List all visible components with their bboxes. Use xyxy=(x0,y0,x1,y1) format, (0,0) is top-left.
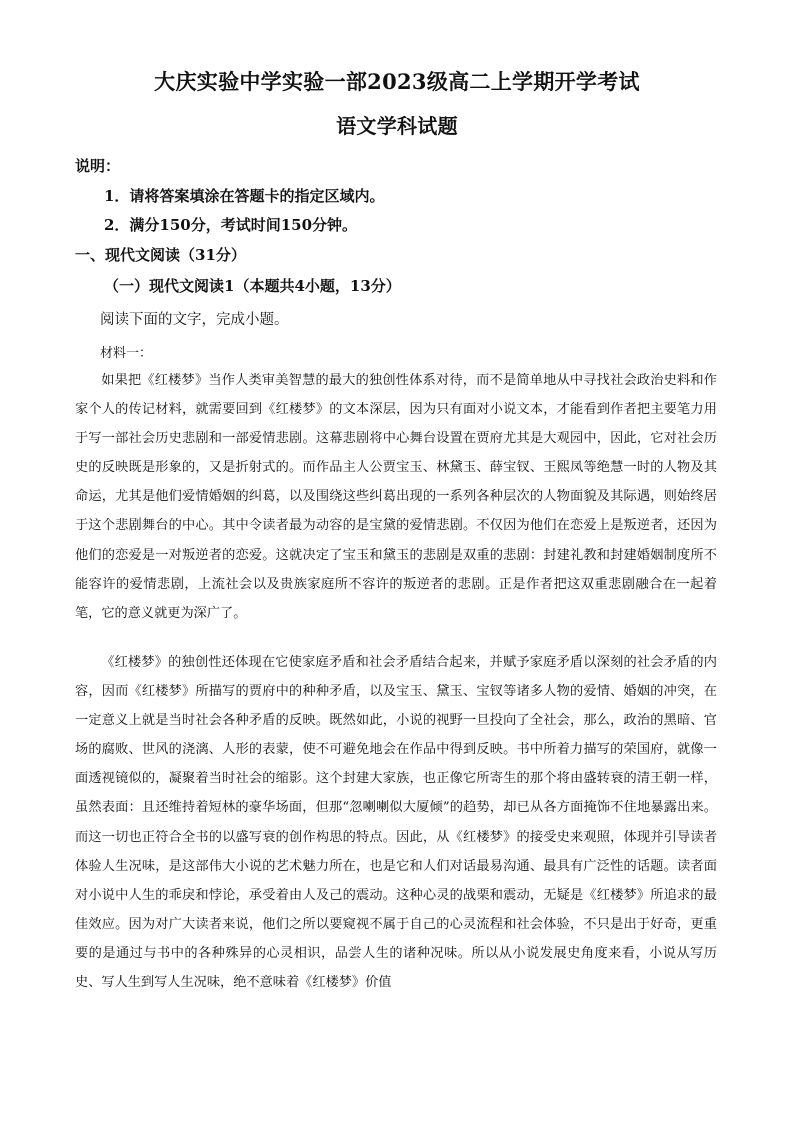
material-paragraph xyxy=(75,366,717,628)
section-heading: 一、现代文阅读（31分） xyxy=(75,246,246,264)
paragraph-text: 《红楼梦》的独创性还体现在它使家庭矛盾和社会矛盾结合起来，并赋予家庭矛盾以深刻的社会矛盾的内容，因而《红楼梦》所描写的贾府中的种种矛盾，以及宝玉、黛玉、宝钗等诸多人物的爱情、婚姻的冲突，在一定意义上就是当时社会各种矛盾的反映。既然如此，小说的视野一旦投向了全社会，那么，政治的黑暗、官场的腐败、世风的浇漓、人形的表蒙，使不可避免地会在作品中得到反映。书中所着力描写的荣国府，就像一面透视镜似的，凝聚着当时社会的缩影。这个封建大家族，也正像它所寄生的那个将由盛转衰的清王朝一样，虽然表面：且还维持着短林的豪华场面，但那“忽喇喇似大厦倾”的趋势，却已从各方面掩饰不住地暴露出来。而这一切也正符合全书的以盛写衰的创作构思的特点。因此，从《红楼梦》的接受史来观照，体现并引导读者体验人生况味，是这部伟大小说的艺术魅力所在，也是它和人们对话最易沟通、最具有广泛性的话题。读者面对小说中人生的乖戾和悖论，承受着由人及己的震动。这种心灵的战栗和震动，无疑是《红楼梦》所追求的最佳效应。因为对广大读者来说，他们之所以要窥视不属于自己的心灵流程和社会体验，不只是出于好奇，更重要的是通过与书中的各种殊异的心灵相识，品尝人生的诸种况味。所以从小说发展史角度来看，小说从写历史、写人生到写人生况味，绝不意味着《红楼梦》价值 xyxy=(75,655,717,991)
paragraph-text: 如果把《红楼梦》当作人类审美智慧的最大的独创性体系对待，而不是简单地从中寻找社会政治史料和作家个人的传记材料，就需要回到《红楼梦》的文本深层，因为只有面对小说文本，才能看到作者把主要笔力用于写一部社会历史悲剧和一部爱情悲剧。这幕悲剧将中心舞台设置在贾府尤其是大观园中，因此，它对社会历史的反映既是形象的，又是折射式的。而作品主人公贾宝玉、林黛玉、薛宝钗、王熙凤等绝慧一时的人物及其命运，尤其是他们爱情婚姻的纠葛，以及围绕这些纠葛出现的一系列各种层次的人物面貌及其际遇，则始终居于这个悲剧舞台的中心。其中令读者最为动容的是宝黛的爱情悲剧。不仅因为他们在恋爱上是叛逆者，还因为他们的恋爱是一对叛逆者的恋爱。这就决定了宝玉和黛玉的悲剧是双重的悲剧：封建礼教和封建婚姻制度所不能容许的爱情悲剧，上流社会以及贵族家庭所不容许的叛逆者的悲剧。正是作者把这双重悲剧融合在一起着笔，它的意义就更为深广了。 xyxy=(75,373,717,621)
subsection-heading: （一）现代文阅读1（本题共4小题，13分） xyxy=(104,277,401,295)
material-label: 材料一： xyxy=(100,346,153,361)
note-item: 2．满分150分，考试时间150分钟。 xyxy=(104,216,358,234)
notes-heading: 说明： xyxy=(75,157,121,175)
reading-instruction: 阅读下面的文字，完成小题。 xyxy=(100,312,289,328)
exam-subtitle: 语文学科试题 xyxy=(336,114,458,138)
material-paragraph xyxy=(75,648,717,997)
note-item: 1．请将答案填涂在答题卡的指定区域内。 xyxy=(104,187,385,205)
exam-title: 大庆实验中学实验一部2023级高二上学期开学考试 xyxy=(154,69,640,94)
